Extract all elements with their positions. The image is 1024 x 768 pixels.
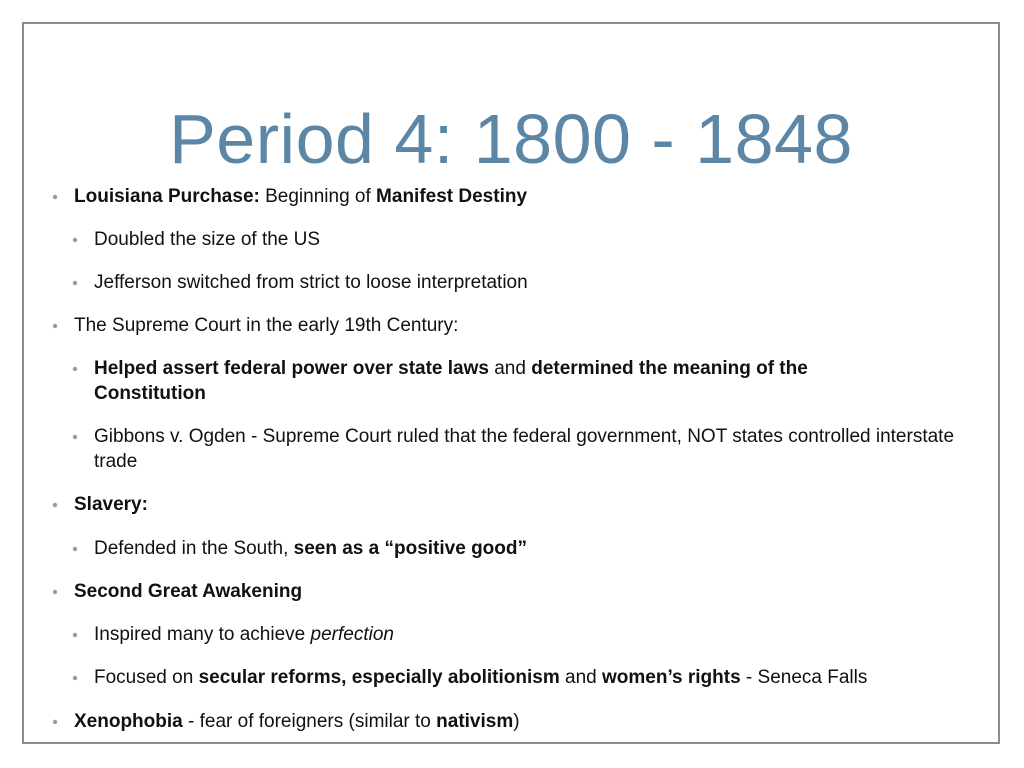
bullet-defended-south — [72, 536, 942, 561]
bullet-text: Helped assert federal power over state laws and determined the meaning of the Constitution — [94, 358, 808, 404]
bullet-xenophobia — [52, 709, 942, 734]
bullet-jefferson — [72, 270, 942, 295]
bullet-icon — [72, 280, 77, 285]
bullet-icon — [72, 675, 77, 680]
bullet-icon — [72, 546, 77, 551]
bullet-great-awakening — [52, 579, 942, 604]
slide-title: Period 4: 1800 - 1848 — [169, 100, 853, 178]
bullet-secular-reforms — [72, 665, 942, 690]
bullet-icon — [72, 632, 77, 637]
bullet-federal-power — [72, 356, 892, 406]
bullet-supreme-court — [52, 313, 942, 338]
bullet-text: The Supreme Court in the early 19th Century: — [74, 315, 459, 336]
bullet-icon — [52, 502, 57, 507]
bullet-icon — [52, 323, 57, 328]
bullet-gibbons-ogden — [72, 424, 962, 474]
bullet-icon — [52, 589, 57, 594]
bullet-louisiana-purchase — [52, 184, 942, 209]
bullet-text: Xenophobia - fear of foreigners (similar to nativism) — [74, 711, 520, 732]
bullet-text: Inspired many to achieve perfection — [94, 624, 394, 645]
bullet-slavery — [52, 492, 942, 517]
bullet-text: Jefferson switched from strict to loose interpretation — [94, 272, 528, 293]
bullet-icon — [72, 366, 77, 371]
bullet-perfection — [72, 622, 942, 647]
bullet-text: Louisiana Purchase: Beginning of Manifest Destiny — [74, 186, 528, 207]
bullet-text: Focused on secular reforms, especially abolitionism and women’s rights - Seneca Falls — [94, 667, 868, 688]
bullet-icon — [72, 237, 77, 242]
bullet-doubled-size — [72, 227, 942, 252]
bullet-icon — [52, 719, 57, 724]
bullet-text: Second Great Awakening — [74, 581, 303, 602]
bullet-text: Slavery: — [74, 494, 148, 515]
bullet-icon — [72, 434, 77, 439]
bullet-text: Gibbons v. Ogden - Supreme Court ruled that the federal government, NOT states controlled interstate trade — [94, 426, 955, 472]
bullet-text: Doubled the size of the US — [94, 229, 321, 250]
bullet-icon — [52, 194, 57, 199]
bullet-text: Defended in the South, seen as a “positive good” — [94, 538, 527, 559]
